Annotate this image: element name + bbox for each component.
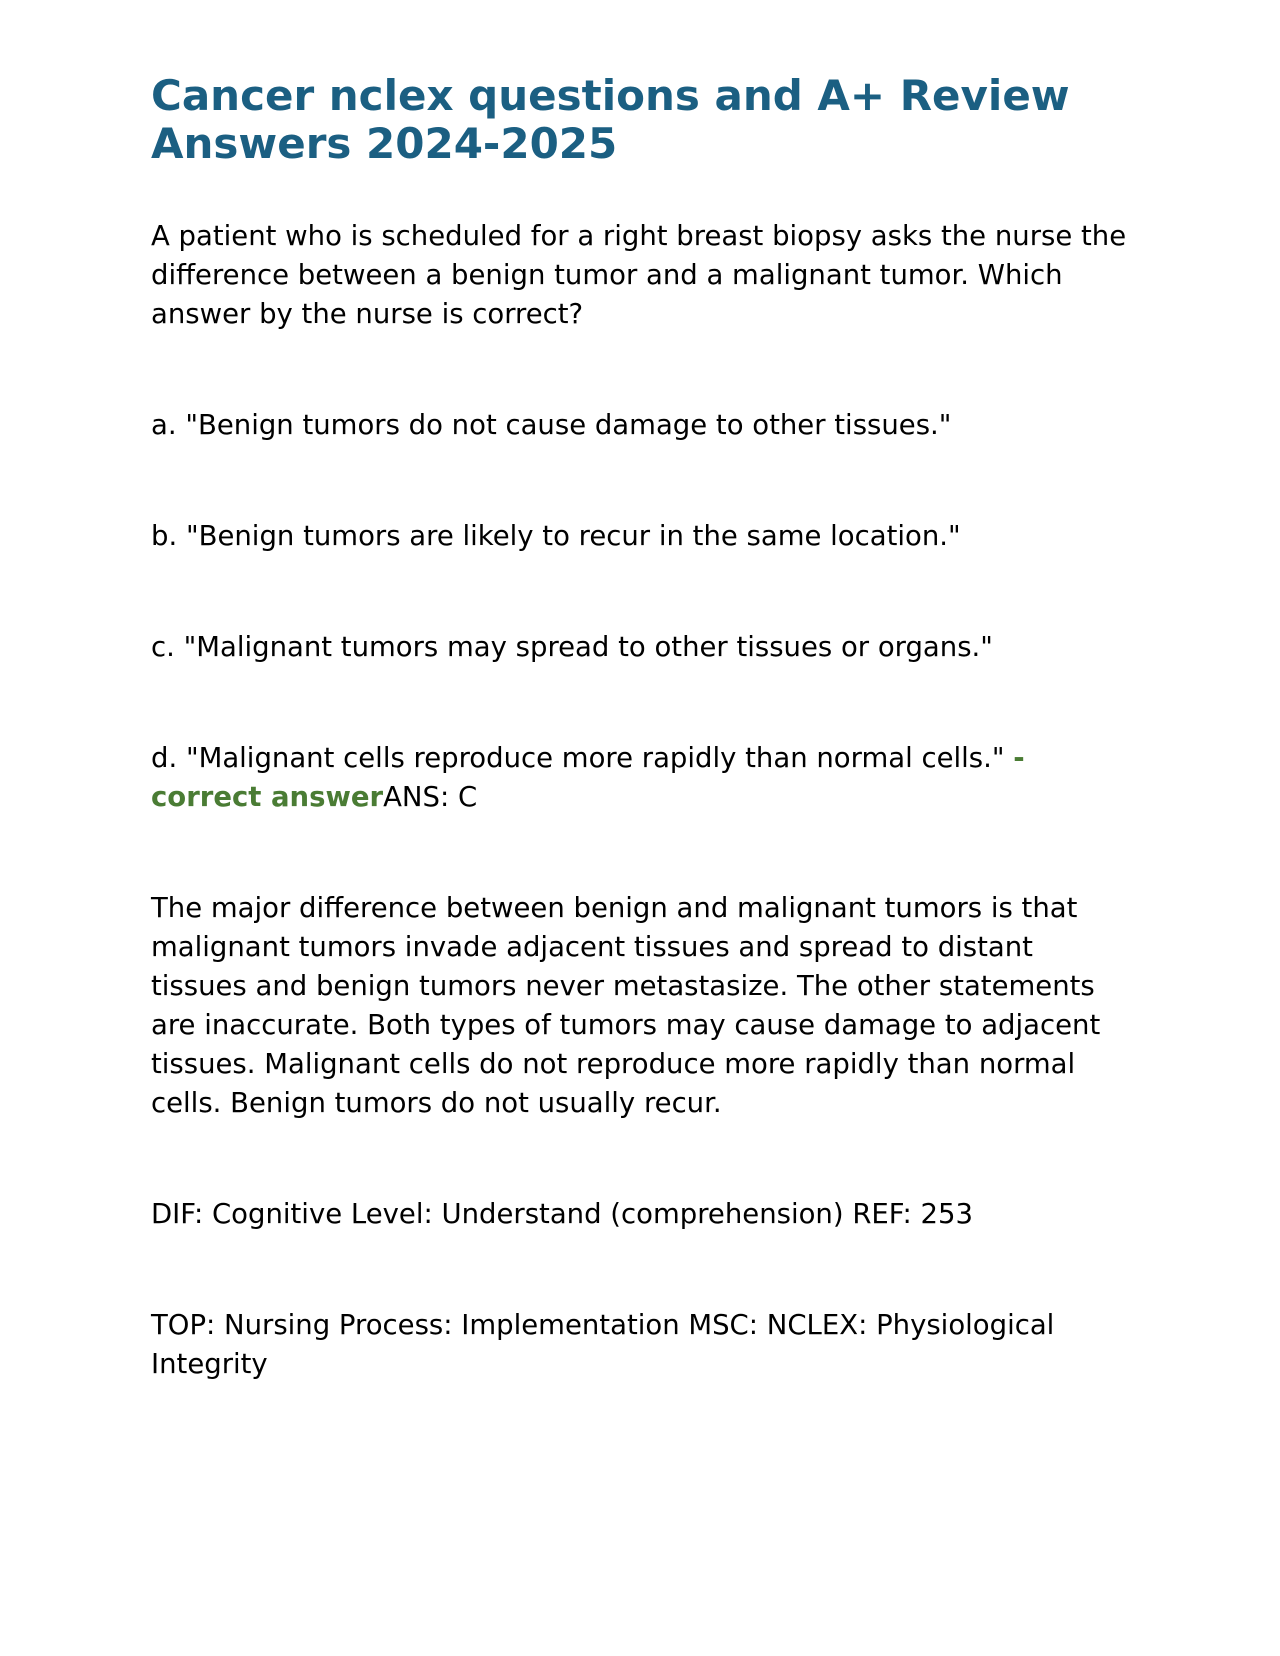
option-a: a. "Benign tumors do not cause damage to other tissues." bbox=[151, 409, 952, 441]
option-d-with-answer bbox=[151, 739, 1131, 817]
correct-answer-marker: - correct answer bbox=[151, 742, 1025, 813]
option-d: d. "Malignant cells reproduce more rapidly than normal cells." bbox=[151, 742, 1005, 774]
question-text: A patient who is scheduled for a right breast biopsy asks the nurse the difference between a benign tumor and a malignant tumor. Which answer by the nurse is correct? bbox=[151, 220, 1127, 330]
topic-classification: TOP: Nursing Process: Implementation MSC: NCLEX: Physiological Integrity bbox=[151, 1309, 1055, 1380]
document-page bbox=[151, 72, 1131, 1384]
option-b: b. "Benign tumors are likely to recur in the same location." bbox=[151, 520, 961, 552]
option-c: c. "Malignant tumors may spread to other tissues or organs." bbox=[151, 631, 993, 663]
document-title: Cancer nclex questions and A+ Review Answers 2024-2025 bbox=[151, 71, 1070, 168]
rationale-text: The major difference between benign and malignant tumors is that malignant tumors invade adjacent tissues and spread to distant tissues and benign tumors never metastasize. The other statements are inaccurate. Both types of tumors may cause damage to adjacent tissues. Malignant cells do not reproduce more rapidly than normal cells. Benign tumors do not usually recur. bbox=[151, 892, 1101, 1119]
difficulty-reference: DIF: Cognitive Level: Understand (comprehension) REF: 253 bbox=[151, 1198, 973, 1230]
answer-key: ANS: C bbox=[383, 781, 478, 813]
